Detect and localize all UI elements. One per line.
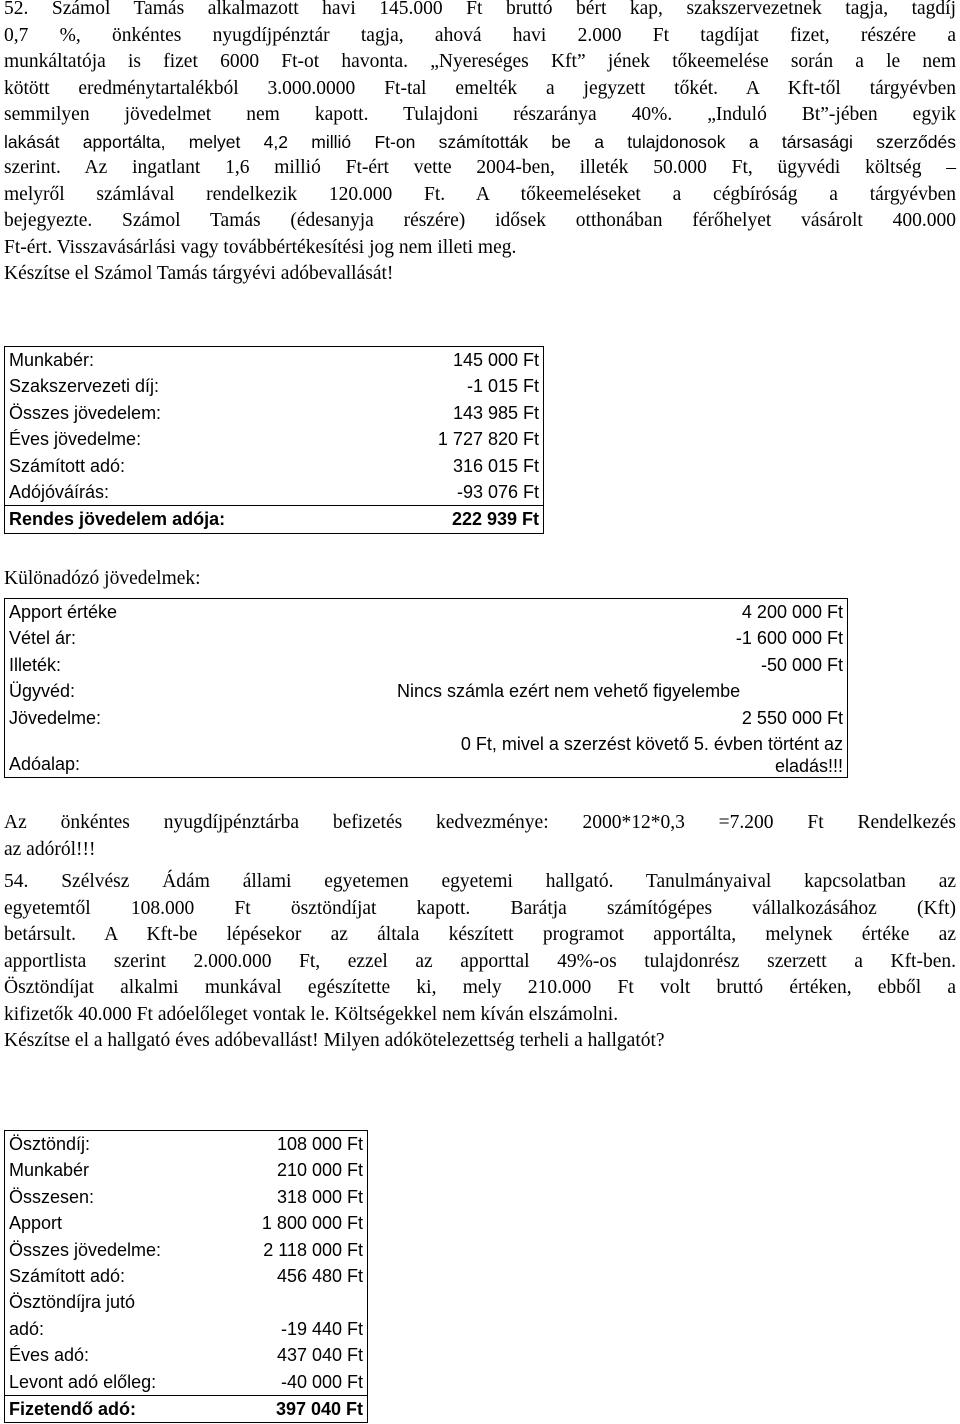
problem-54-text xyxy=(4,869,956,1055)
row-value: Nincs számla ezért nem vehető figyelembe xyxy=(397,681,741,702)
row-value: -40 000 Ft xyxy=(280,1371,363,1392)
table-row xyxy=(5,1369,368,1396)
row-label: Munkabér: xyxy=(9,350,95,370)
problem-52-line: 52. Számol Tamás alkalmazott havi 145.000 Ft bruttó bért kap, szakszervezetnek tagja, tagdíj xyxy=(4,0,956,19)
row-label: Ügyvéd: xyxy=(9,681,76,702)
total-row xyxy=(5,1396,368,1423)
problem-54-line: betársult. A Kft-be lépésekor az általa készített programot apportálta, melynek értéke az xyxy=(4,924,956,945)
row-label: Ösztöndíj: xyxy=(9,1134,91,1154)
row-label: Vétel ár: xyxy=(9,628,77,649)
row-label: Összes jövedelem: xyxy=(9,402,162,423)
table-row xyxy=(5,599,848,626)
table-row xyxy=(5,678,848,704)
row-value: 316 015 Ft xyxy=(452,455,539,476)
problem-52-line: Ft-ért. Visszavásárlási vagy továbbértékesítési jog nem illeti meg. xyxy=(4,236,517,258)
problem-52-line: munkáltatója is fizet 6000 Ft-ot havonta. „Nyereséges Kft” jének tőkeemelése során a le nem xyxy=(4,51,956,72)
table-row xyxy=(5,1263,368,1289)
row-value: 143 985 Ft xyxy=(452,402,539,423)
row-value xyxy=(393,731,848,778)
problem-52-line: 0,7 %, önkéntes nyugdíjpénztár tagja, ahová havi 2.000 Ft tagdíjat fizet, részére a xyxy=(4,24,956,46)
row-label: Illeték: xyxy=(9,654,62,675)
table-row xyxy=(5,1316,368,1342)
student-tax-table xyxy=(4,1130,368,1423)
row-value: 437 040 Ft xyxy=(276,1345,363,1366)
separate-income-heading: Különadózó jövedelmek: xyxy=(4,568,201,589)
row-value: 2 550 000 Ft xyxy=(741,707,843,728)
table-row xyxy=(5,426,544,452)
row-value: 397 040 Ft xyxy=(239,1396,368,1423)
problem-54-line: apportlista szerint 2.000.000 Ft, ezzel az apporttal 49%-os tulajdonrész szerzett a Kft-ben. xyxy=(4,950,956,972)
row-value: 318 000 Ft xyxy=(276,1186,363,1207)
row-label: Összes jövedelme: xyxy=(9,1239,162,1260)
row-value: -50 000 Ft xyxy=(760,654,843,675)
row-value-line: 0 Ft, mivel a szerzést követő 5. évben történt az xyxy=(460,734,843,755)
row-value: 4 200 000 Ft xyxy=(741,602,843,622)
problem-52-text xyxy=(4,0,956,288)
row-value xyxy=(239,1289,368,1315)
table-row xyxy=(5,479,544,506)
table-row xyxy=(5,705,848,731)
row-value: -1 015 Ft xyxy=(466,376,539,397)
row-label: Jövedelme: xyxy=(9,707,102,728)
problem-54-line: kifizetők 40.000 Ft adóelőleget vontak le. Költségekkel nem kíván elszámolni. xyxy=(4,1003,619,1025)
problem-54-task: Készítse el a hallgató éves adóbevallást! Milyen adókötelezettség terheli a hallgatót? xyxy=(4,1030,665,1051)
table-row xyxy=(5,1237,368,1263)
total-row xyxy=(5,506,544,533)
row-value: -1 600 000 Ft xyxy=(735,628,843,649)
table-row xyxy=(5,1210,368,1236)
table-row xyxy=(5,400,544,426)
row-label: Fizetendő adó: xyxy=(5,1396,240,1423)
table-row xyxy=(5,1131,368,1158)
table-row xyxy=(5,373,544,399)
problem-52-line: semmilyen jövedelmet nem kapott. Tulajdoni részaránya 40%. „Induló Bt”-jében egyik xyxy=(4,104,956,125)
row-value: 108 000 Ft xyxy=(276,1134,363,1154)
row-label: Számított adó: xyxy=(9,1266,126,1287)
row-label: Adóalap: xyxy=(5,731,394,778)
problem-54-line: egyetemtől 108.000 Ft ösztöndíjat kapott. Barátja számítógépes vállalkozásához (Kft) xyxy=(4,897,956,919)
table-row xyxy=(5,625,848,651)
separate-income-table xyxy=(4,598,848,778)
table-row xyxy=(5,1342,368,1368)
row-label: Apport xyxy=(9,1213,63,1234)
table-row xyxy=(5,1289,368,1315)
problem-52-line: melyről számlával rendelkezik 120.000 Ft. A tőkeemeléseket a cégbíróság a tárgyévben xyxy=(4,183,956,205)
row-value: -19 440 Ft xyxy=(280,1318,363,1339)
table-row xyxy=(5,347,544,374)
problem-52-line: szerint. Az ingatlant 1,6 millió Ft-ért vette 2004-ben, illeték 50.000 Ft, ügyvédi költség – xyxy=(4,157,956,178)
row-label: Adójóváírás: xyxy=(9,482,110,503)
table-row xyxy=(5,652,848,678)
pension-note xyxy=(4,810,956,863)
row-label: adó: xyxy=(9,1318,45,1339)
row-label: Munkabér xyxy=(9,1160,90,1181)
row-label: Éves jövedelme: xyxy=(9,429,142,450)
problem-54-line: Ösztöndíjat alkalmi munkával egészítette ki, mely 210.000 Ft volt bruttó értéken, ebből a xyxy=(4,977,956,998)
table-row xyxy=(5,453,544,479)
row-label: Számított adó: xyxy=(9,455,126,476)
problem-52-line: bejegyezte. Számol Tamás (édesanyja részére) idősek otthonában férőhelyet vásárolt 400.000 xyxy=(4,210,956,231)
row-value-line: eladás!!! xyxy=(774,756,843,777)
row-value: -93 076 Ft xyxy=(456,482,539,503)
row-label: Rendes jövedelem adója: xyxy=(5,506,406,533)
row-value: 210 000 Ft xyxy=(276,1160,363,1181)
row-label: Összesen: xyxy=(9,1186,95,1207)
problem-54-line: 54. Szélvész Ádám állami egyetemen egyetemi hallgató. Tanulmányaival kapcsolatban az xyxy=(4,871,956,892)
row-label: Ösztöndíjra jutó xyxy=(9,1292,136,1313)
pension-note-line: Az önkéntes nyugdíjpénztárba befizetés kedvezménye: 2000*12*0,3 =7.200 Ft Rendelkezés xyxy=(4,812,956,833)
row-value: 1 800 000 Ft xyxy=(261,1213,363,1234)
table-row xyxy=(5,1184,368,1210)
row-label: Szakszervezeti díj: xyxy=(9,376,160,397)
regular-income-table xyxy=(4,346,544,534)
row-label: Levont adó előleg: xyxy=(9,1371,157,1392)
row-value: 145 000 Ft xyxy=(452,350,539,370)
row-value: 1 727 820 Ft xyxy=(437,429,539,450)
row-value: 456 480 Ft xyxy=(276,1266,363,1287)
problem-52-task: Készítse el Számol Tamás tárgyévi adóbevallását! xyxy=(4,263,394,284)
table-row xyxy=(5,731,848,778)
row-label: Apport értéke xyxy=(9,602,118,622)
row-label: Éves adó: xyxy=(9,1345,90,1366)
table-row xyxy=(5,1157,368,1183)
row-value: 222 939 Ft xyxy=(405,506,544,533)
row-value: 2 118 000 Ft xyxy=(263,1239,363,1260)
problem-52-line: kötött eredménytartalékból 3.000.0000 Ft-tal emelték a jegyzett tőkét. A Kft-től tárgyévben xyxy=(4,77,956,99)
pension-note-line: az adóról!!! xyxy=(4,838,96,860)
problem-52-line: lakását apportálta, melyet 4,2 millió Ft-on számították be a tulajdonosok a társasági szerződés xyxy=(4,131,956,152)
